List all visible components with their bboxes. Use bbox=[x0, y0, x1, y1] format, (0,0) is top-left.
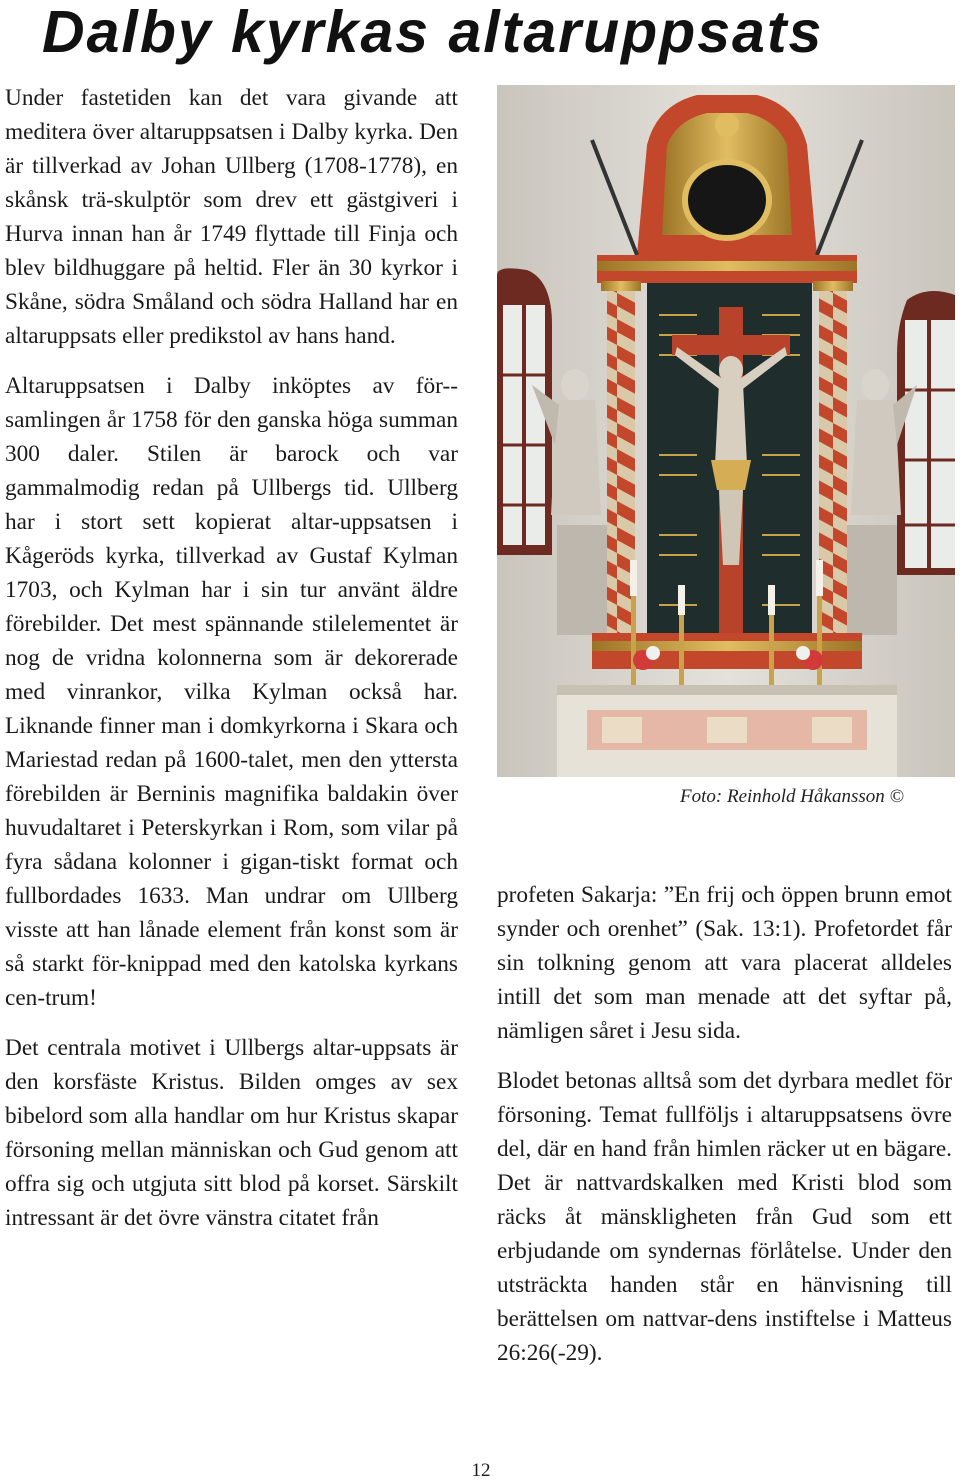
article-paragraph-4: profeten Sakarja: ”En frij och öppen brunn emot synder och orenhet” (Sak. 13:1). Profetordet får sin tolkning genom att vara placerat alldeles intill det som man menade att det syftar på, nämligen såret i Jesu sida. bbox=[497, 882, 952, 1044]
article-paragraph-5: Blodet betonas alltså som det dyrbara medlet för försoning. Temat fullföljs i altaruppsatsens övre del, där en hand från himlen räcker ut en bägare. Det är nattvardskalken med Kristi blod som räcks åt mänskligheten från Gud som ett erbjudande om syndernas förlåtelse. Under den utsträckta handen står en hänvisning till berättelsen om nattvar-dens instiftelse i Matteus 26:26(-29). bbox=[497, 1068, 952, 1366]
photo-caption: Foto: Reinhold Håkansson © bbox=[680, 786, 904, 807]
altarpiece-photo bbox=[497, 85, 955, 777]
right-column bbox=[497, 878, 952, 1370]
article-paragraph-3: Det centrala motivet i Ullbergs altar-uppsats är den korsfäste Kristus. Bilden omges av sex bibelord som alla handlar om hur Kristus skapar försoning mellan människan och Gud genom att offra sig och utgjuta sitt blod på korset. Särskilt intressant är det övre vänstra citatet från bbox=[5, 1035, 458, 1231]
article-paragraph-1: Under fastetiden kan det vara givande att meditera över altaruppsatsen i Dalby kyrka. Den är tillverkad av Johan Ullberg (1708-1778), en skånsk trä-skulptör som drev ett gästgiveri i Hurva innan han år 1749 flyttade till Finja och blev bildhuggare på heltid. Fler än 30 kyrkor i Skåne, södra Småland och södra Halland har en altaruppsats eller predikstol av hans hand. bbox=[5, 85, 458, 349]
page-title: Dalby kyrkas altaruppsats bbox=[42, 0, 824, 65]
left-column bbox=[5, 81, 458, 1235]
article-paragraph-2: Altaruppsatsen i Dalby inköptes av för-samlingen år 1758 för den ganska höga summan 300 daler. Stilen är barock och var gammalmodig redan på Ullbergs tid. Ullberg har i stort sett kopierat altar-uppsatsen i Kågeröds kyrka, tillverkad av Gustaf Kylman 1703, och Kylman har i sin tur använt äldre förebilder. Det mest spännande stilelementet är nog de vridna kolonnerna som är dekorerade med vinrankor, vilka Kylman också har. Liknande finner man i domkyrkorna i Skara och Mariestad redan på 1600-talet, men den yttersta förebilden är Berninis magnifika baldakin över huvudaltaret i Peterskyrkan i Rom, som vilar på fyra sådana kolonner i gigan-tiskt format och fullbordades 1633. Man undrar om Ullberg visste att han lånade element från konst som är så starkt för-knippad med den katolska kyrkans cen-trum! bbox=[5, 373, 458, 1011]
page-number: 12 bbox=[471, 1460, 491, 1481]
altarpiece-illustration bbox=[497, 85, 955, 777]
